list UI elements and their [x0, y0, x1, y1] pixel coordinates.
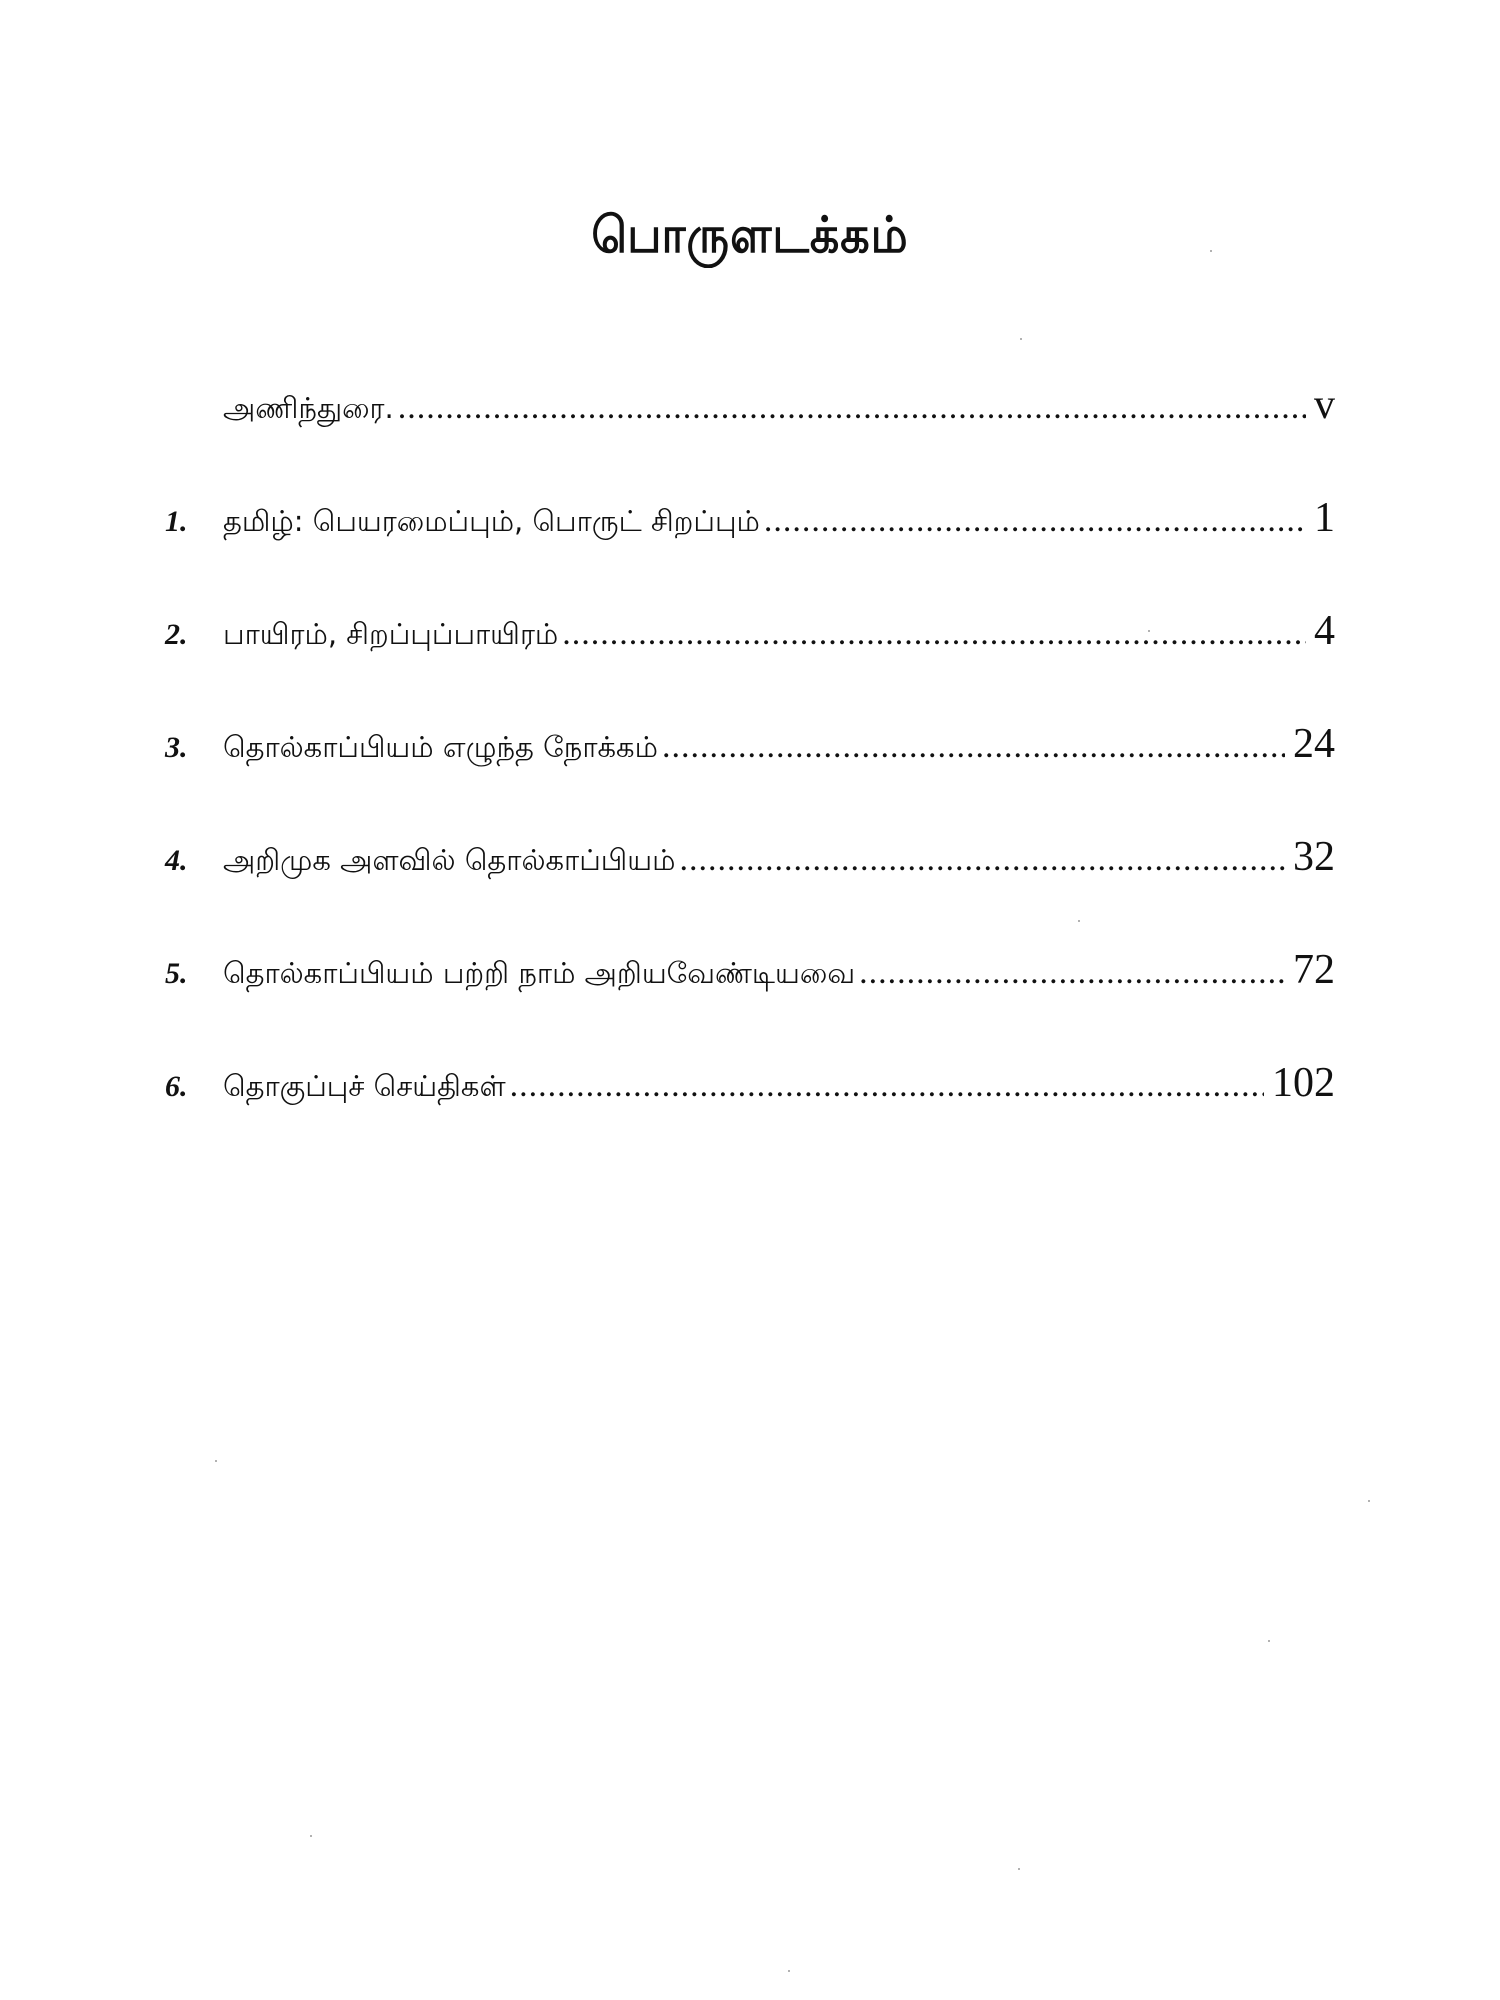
dot-leader — [679, 830, 1285, 890]
dot-leader — [764, 491, 1306, 551]
toc-entry-preface — [165, 375, 1335, 488]
scan-speck — [215, 1460, 217, 1462]
toc-entry-label: தொல்காப்பியம் பற்றி நாம் அறியவேண்டியவை — [223, 956, 856, 990]
scan-speck — [1078, 920, 1080, 922]
scan-speck — [1210, 250, 1212, 252]
toc-entry-4 — [165, 827, 1335, 940]
toc-entry-page-number: 24 — [1293, 721, 1335, 767]
scan-speck — [310, 1835, 312, 1837]
scan-speck — [1148, 630, 1150, 632]
toc-entry-number: 3. — [165, 731, 188, 764]
toc-entry-label: பாயிரம், சிறப்புப்பாயிரம் — [223, 617, 559, 651]
toc-entry-6 — [165, 1053, 1335, 1166]
scan-speck — [1020, 338, 1022, 340]
toc-entry-number: 5. — [165, 957, 188, 990]
toc-entry-3 — [165, 714, 1335, 827]
toc-entry-page-number: 32 — [1293, 834, 1335, 880]
scan-speck — [1268, 1640, 1270, 1642]
scan-speck — [1368, 1500, 1370, 1502]
page-title: பொருளடக்கம் — [591, 206, 909, 264]
toc-entry-page-number: v — [1314, 382, 1335, 428]
dot-leader — [398, 378, 1306, 438]
table-of-contents — [165, 375, 1335, 1166]
toc-entry-label: தமிழ்: பெயரமைப்பும், பொருட் சிறப்பும் — [223, 504, 760, 538]
scan-speck — [788, 1970, 790, 1972]
toc-entry-page-number: 102 — [1272, 1060, 1335, 1106]
dot-leader — [859, 943, 1285, 1003]
toc-entry-2 — [165, 601, 1335, 714]
toc-entry-5 — [165, 940, 1335, 1053]
toc-entry-label: தொல்காப்பியம் எழுந்த நோக்கம் — [223, 730, 658, 764]
toc-entry-page-number: 1 — [1314, 495, 1335, 541]
toc-entry-label: அணிந்துரை. — [223, 391, 394, 425]
toc-entry-number: 4. — [165, 844, 188, 877]
toc-entry-page-number: 72 — [1293, 947, 1335, 993]
toc-entry-number: 2. — [165, 618, 188, 651]
dot-leader — [562, 604, 1306, 664]
toc-entry-1 — [165, 488, 1335, 601]
toc-entry-number: 6. — [165, 1070, 188, 1103]
toc-entry-number: 1. — [165, 505, 188, 538]
toc-entry-page-number: 4 — [1314, 608, 1335, 654]
toc-entry-label: தொகுப்புச் செய்திகள் — [223, 1069, 506, 1103]
toc-entry-label: அறிமுக அளவில் தொல்காப்பியம் — [223, 843, 676, 877]
dot-leader — [510, 1056, 1264, 1116]
scan-speck — [1018, 1868, 1020, 1870]
dot-leader — [662, 717, 1285, 777]
